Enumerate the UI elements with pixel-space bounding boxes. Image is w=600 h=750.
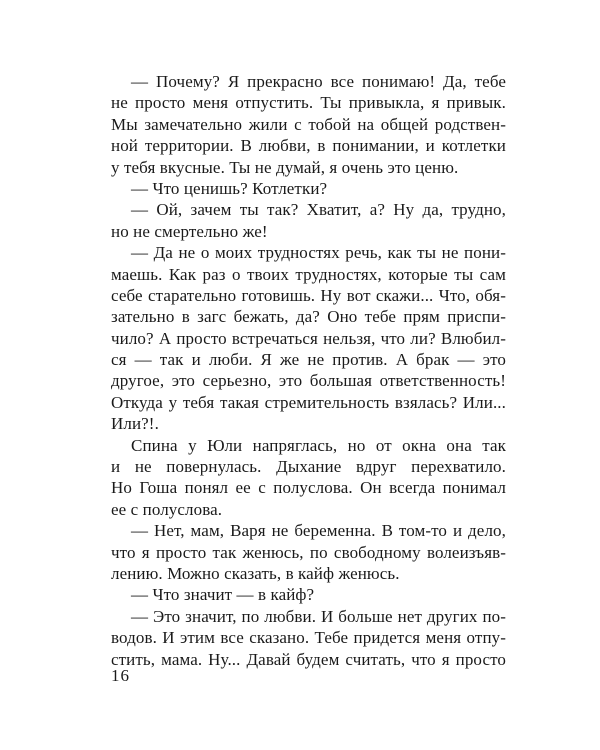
text-line: не просто меня отпустить. Ты привыкла, я привык. bbox=[111, 93, 506, 113]
text-line: маешь. Как раз о твоих трудностях, которые ты сам bbox=[111, 264, 506, 284]
text-line: Или?!. bbox=[111, 414, 159, 434]
text-line: ся — так и люби. Я же не против. А брак — это bbox=[111, 350, 506, 370]
text-line: другое, это серьезно, это большая ответственность! bbox=[111, 371, 506, 391]
text-line: Но Гоша понял ее с полуслова. Он всегда понимал bbox=[111, 478, 506, 498]
text-line: у тебя вкусные. Ты не думай, я очень это ценю. bbox=[111, 157, 459, 177]
text-line: — Что значит — в кайф? bbox=[131, 585, 315, 605]
text-line: — Нет, мам, Варя не беременна. В том-то и дело, bbox=[131, 521, 506, 541]
page-number: 16 bbox=[111, 666, 130, 685]
text-line: и не повернулась. Дыхание вдруг перехватило. bbox=[111, 457, 506, 477]
text-line: — Да не о моих трудностях речь, как ты не пони- bbox=[131, 243, 506, 263]
text-line: водов. И этим все сказано. Тебе придется меня отпу- bbox=[111, 628, 506, 648]
text-line: чило? А просто встречаться нельзя, что ли? Влюбил- bbox=[111, 328, 506, 348]
text-line: ее с полуслова. bbox=[111, 499, 223, 519]
text-line: зательно в загс бежать, да? Оно тебе прям приспи- bbox=[111, 307, 506, 327]
text-line: Откуда у тебя такая стремительность взялась? Или... bbox=[111, 392, 506, 412]
text-line: Спина у Юли напряглась, но от окна она так bbox=[131, 435, 506, 455]
body-text bbox=[111, 71, 506, 670]
text-line: Мы замечательно жили с тобой на общей родствен- bbox=[111, 114, 506, 134]
text-line: себе старательно готовишь. Ну вот скажи... Что, обя- bbox=[111, 285, 506, 305]
text-line: что я просто так женюсь, по свободному волеизъяв- bbox=[111, 542, 506, 562]
text-line: стить, мама. Ну... Давай будем считать, что я просто bbox=[111, 649, 506, 669]
text-line: — Ой, зачем ты так? Хватит, а? Ну да, трудно, bbox=[131, 200, 506, 220]
text-line: — Почему? Я прекрасно все понимаю! Да, тебе bbox=[131, 72, 506, 91]
text-line: — Это значит, по любви. И больше нет других по- bbox=[131, 606, 506, 626]
text-line: лению. Можно сказать, в кайф женюсь. bbox=[111, 563, 400, 583]
text-line: ной территории. В любви, в понимании, и котлетки bbox=[111, 136, 506, 156]
text-line: — Что ценишь? Котлетки? bbox=[131, 178, 328, 198]
text-line: но не смертельно же! bbox=[111, 221, 268, 241]
